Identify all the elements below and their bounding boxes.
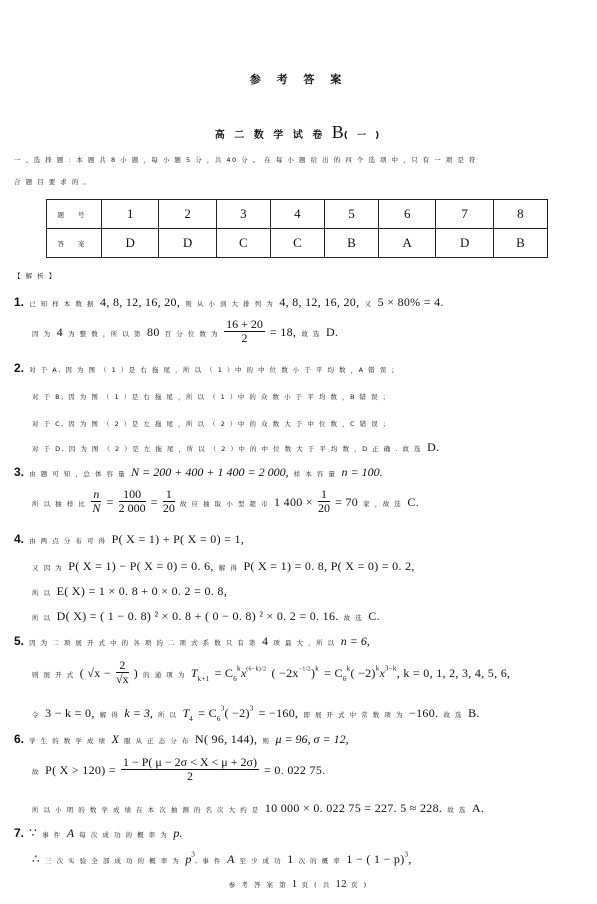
table-cell: C [270, 229, 324, 258]
text: 已 知 样 本 数 据 [29, 300, 95, 308]
math: = 70 [335, 495, 359, 509]
text: 所 以 [157, 711, 178, 719]
table-cell: D [436, 229, 493, 258]
math: = C [214, 666, 234, 680]
text: 故 选 [443, 711, 463, 719]
q5-line1 [14, 630, 370, 649]
q5-line2 [32, 659, 510, 686]
text: 故 选 [343, 614, 364, 622]
math: −160. [409, 706, 439, 720]
subtitle-letter: B [331, 122, 344, 142]
answer-letter: D. [326, 325, 339, 339]
math: 3 − k = 0, [45, 706, 95, 720]
question-number: 6. [14, 732, 25, 746]
q4-line4 [32, 605, 380, 624]
table-label-number: 题 号 [47, 200, 102, 229]
math: p [185, 852, 192, 866]
subscript: 6 [342, 675, 347, 684]
superscript: 3 [404, 850, 409, 859]
math: 1 [287, 852, 294, 866]
math: X [111, 732, 119, 746]
table-cell: 4 [270, 200, 324, 229]
text: , 事 件 [195, 857, 222, 865]
answer-letter: C. [368, 609, 380, 623]
q7-line1 [14, 822, 182, 841]
question-number: 2. [14, 361, 25, 375]
text: 所 以 抽 样 比 [32, 500, 87, 508]
text: 次 的 概 率 [298, 857, 342, 865]
text: 事 件 [42, 831, 62, 839]
math: , [408, 852, 412, 866]
math: 4, 8, 12, 16, 20, [279, 295, 360, 309]
text: 家 ，故 选 [363, 500, 403, 508]
math: μ = 96, σ = 12, [275, 732, 349, 746]
text: 项 最 大 ，所 以 [273, 639, 336, 647]
q6-line1 [14, 728, 349, 747]
text: 解 得 [99, 711, 120, 719]
math: ) [310, 666, 316, 680]
math: P( X = 1) = 0. 8, P( X = 0) = 0. 2, [243, 559, 415, 573]
math: T [190, 666, 198, 680]
question-number: 5. [14, 634, 25, 648]
q2-line2 [32, 384, 391, 403]
question-number: 7. [14, 826, 25, 840]
denominator: 20 [318, 501, 331, 515]
math: = C [324, 666, 343, 680]
question-number: 1. [14, 295, 25, 309]
denominator: 2 000 [118, 501, 146, 515]
math: P( X > 120) = [45, 763, 116, 777]
superscript: 3−k [384, 664, 397, 673]
math: N( 96, 144), [194, 732, 258, 746]
table-cell: A [379, 229, 436, 258]
text: 样 本 容 量 [293, 470, 337, 478]
q4-line3 [32, 580, 227, 599]
math: k = 3, [124, 706, 153, 720]
math: n = 100. [341, 465, 383, 479]
math: N = 200 + 400 + 1 400 = 2 000, [131, 465, 289, 479]
answer-letter: B. [468, 706, 480, 720]
text: 故 选 [447, 806, 467, 814]
math: A [226, 852, 235, 866]
text: 所 以 [32, 589, 52, 597]
subtitle-text: 高 二 数 学 试 卷 [214, 130, 326, 141]
q1-line2 [32, 318, 338, 345]
superscript: k [346, 664, 351, 673]
text: 对 于 B, 因 为 图 （ 1 ）是 右 拖 尾 ，所 以 （ 1 ）中 的 众 数 小 于 平 均 数 ，B 错 误 ； [32, 393, 391, 401]
page-number: 1 [291, 878, 298, 890]
q2-line3 [32, 411, 391, 430]
table-cell: 8 [493, 200, 547, 229]
math: A [66, 826, 75, 840]
math: 5 × 80% = 4. [377, 295, 444, 309]
denominator: 2 [241, 331, 248, 345]
math: 1 − ( 1 − p) [346, 852, 405, 866]
text: 为 整 数 ，所 以 第 [68, 330, 142, 338]
table-cell: D [159, 229, 216, 258]
subscript: k+1 [197, 675, 210, 684]
text: 则 [262, 737, 271, 745]
math: = [106, 495, 114, 509]
fraction [119, 488, 146, 515]
answer-letter: A. [471, 801, 485, 815]
text: 则 从 小 到 大 排 列 为 [185, 300, 275, 308]
numerator: 1 [163, 488, 175, 502]
superscript: −1/2 [298, 666, 311, 673]
total-pages: 12 [335, 878, 347, 890]
text: 服 从 正 态 分 布 [124, 737, 190, 745]
math: = 18, [269, 325, 297, 339]
math: 1 400 × [274, 495, 313, 509]
text: 对 于 C, 因 为 图 （ 2 ）是 左 拖 尾 ，所 以 （ 2 ）中 的 众 数 大 于 中 位 数 ，C 错 误 ； [32, 420, 391, 428]
q1-line1 [14, 291, 444, 310]
superscript: 3 [220, 704, 225, 713]
footer-text: ( 共 [314, 881, 332, 889]
math: 4 [56, 325, 63, 339]
page-footer [0, 878, 597, 890]
text: 由 两 点 分 布 可 得 [29, 537, 107, 545]
text: 百 分 位 数 为 [164, 330, 219, 338]
math: 4 [261, 634, 269, 648]
math: D( X) = ( 1 − 0. 8) ² × 0. 8 + ( 0 − 0. 8) ² × 0. 2 = 0. 16. [56, 609, 339, 623]
table-cell: 6 [379, 200, 436, 229]
numerator: 2 [116, 659, 129, 673]
text: 故 [32, 768, 40, 776]
text: 因 为 [32, 330, 52, 338]
table-cell: B [493, 229, 547, 258]
text: 学 生 的 数 学 成 绩 [29, 737, 107, 745]
text: 则 展 开 式 [32, 671, 75, 679]
denominator: √x [116, 672, 129, 686]
math: ∴ [32, 852, 40, 866]
superscript: 3 [249, 704, 254, 713]
q3-line1 [14, 461, 383, 480]
math: n = 6, [340, 634, 370, 648]
q5-line3 [32, 702, 480, 723]
section-instructions-line2: 合 题 目 要 求 的 。 [14, 178, 92, 186]
text: 又 [364, 300, 373, 308]
superscript: 3 [191, 850, 196, 859]
text: 由 题 可 知 ，总 体 容 量 [29, 470, 127, 478]
q6-line2 [32, 756, 325, 783]
math: ∵ [29, 826, 38, 840]
answer-letter: C. [407, 495, 420, 509]
superscript: k [315, 664, 320, 673]
subscript: 4 [189, 715, 194, 724]
text: 故 选 [301, 330, 321, 338]
table-cell: 2 [159, 200, 216, 229]
text: 所 以 小 明 的 数 学 成 绩 在 本 次 抽 测 的 名 次 大 约 是 [32, 806, 260, 814]
subtitle-suffix: ( 一 ) [343, 131, 383, 141]
page-title: 参 考 答 案 [249, 73, 348, 86]
question-number: 3. [14, 465, 25, 479]
text: 每 次 成 功 的 概 率 为 [79, 831, 169, 839]
numerator: 16 + 20 [226, 317, 263, 331]
subscript: 6 [216, 715, 221, 724]
math: ( −2) [224, 706, 250, 720]
math: , k = 0, 1, 2, 3, 4, 5, 6, [396, 666, 511, 680]
subscript: 6 [233, 675, 238, 684]
q6-line3 [32, 797, 484, 816]
math: x [379, 666, 385, 680]
math: ( −2) [350, 666, 376, 680]
denominator: 2 [186, 769, 193, 783]
q4-line1 [14, 528, 244, 547]
table-cell: 5 [324, 200, 378, 229]
fraction [91, 488, 101, 515]
math: P( X = 1) − P( X = 0) = 0. 6, [68, 559, 214, 573]
text: 对 于 D, 因 为 图 （ 2 ）是 左 拖 尾 ，所 以 （ 2 ）中 的 中 位 数 大 于 平 均 数 ，D 正 确 . 故 选 [32, 445, 422, 453]
table-cell: 3 [216, 200, 270, 229]
math: x [240, 666, 247, 680]
q2-line4 [32, 436, 439, 455]
math: ) [133, 666, 139, 680]
math: ( −2x [271, 666, 299, 680]
footer-text: 第 [279, 881, 288, 889]
denominator: 20 [162, 501, 175, 515]
math: ( √x − [79, 666, 111, 680]
footer-text: 页 ) [351, 881, 369, 889]
table-label-answer: 答 案 [47, 229, 102, 258]
numerator: n [93, 487, 100, 501]
fraction [116, 659, 129, 686]
question-number: 4. [14, 532, 25, 546]
text: 令 [32, 711, 40, 719]
table-cell: 1 [102, 200, 159, 229]
answer-letter: D. [427, 440, 440, 454]
text: 所 以 [32, 614, 52, 622]
table-cell: B [324, 229, 378, 258]
math: = [150, 495, 158, 509]
paper-subtitle [0, 122, 597, 143]
text: 至 少 成 功 [239, 857, 283, 865]
q4-line2 [32, 555, 415, 574]
math: T [182, 706, 190, 720]
math: = 0. 022 75. [264, 763, 326, 777]
math: P( X = 1) + P( X = 0) = 1, [111, 532, 245, 546]
table-cell: D [102, 229, 159, 258]
text: 因 为 二 项 展 开 式 中 的 各 项 的 二 项 式 系 数 只 有 第 [29, 639, 257, 647]
denominator: N [92, 501, 101, 515]
math: E( X) = 1 × 0. 8 + 0 × 0. 2 = 0. 8, [56, 584, 227, 598]
superscript: k [375, 664, 380, 673]
math: 4, 8, 12, 16, 20, [100, 295, 181, 309]
text: 即 展 开 式 中 常 数 项 为 [303, 711, 404, 719]
math: = −160, [258, 706, 299, 720]
text: 对 于 A, 因 为 图 （ 1 ）是 右 拖 尾 ，所 以 （ 1 ）中 的 中 位 数 小 于 平 均 数 ，A 错 误 ； [29, 366, 400, 374]
text: 三 次 实 验 全 部 成 功 的 概 率 为 [45, 857, 181, 865]
q7-line2 [32, 848, 412, 867]
text: 的 通 项 为 [143, 671, 186, 679]
fraction [121, 756, 259, 783]
section-instructions-line1: 一 、选 择 题 ：本 题 共 8 小 题 ，每 小 题 5 分 ，共 40 分 。 在 每 小 题 给 出 的 四 个 选 项 中 ，只 有 一 项 是 符 [14, 156, 477, 164]
text: 故 应 抽 取 小 型 超 市 [179, 500, 269, 508]
fraction [224, 318, 265, 345]
math: 80 [147, 325, 160, 339]
math: = C [198, 706, 217, 720]
q3-line2 [32, 488, 419, 515]
table-row-numbers [47, 200, 548, 229]
numerator: 100 [119, 488, 146, 502]
text: 解 得 [218, 564, 239, 572]
numerator: 1 − P( μ − 2σ < X < μ + 2σ) [122, 755, 257, 769]
table-cell: 7 [436, 200, 493, 229]
text: 又 因 为 [32, 564, 64, 572]
math: p. [173, 826, 183, 840]
footer-text: 页 [301, 881, 311, 889]
analysis-label: 【 解 析 】 [14, 272, 57, 280]
numerator: 1 [318, 488, 330, 502]
answer-table [46, 199, 548, 258]
footer-label: 参 考 答 案 [228, 881, 276, 889]
superscript: (6−k)/2 [246, 666, 267, 673]
fraction [318, 488, 330, 515]
math: 10 000 × 0. 022 75 = 227. 5 ≈ 228. [264, 801, 443, 815]
table-cell: C [216, 229, 270, 258]
q2-line1 [14, 357, 399, 376]
table-row-answers [47, 229, 548, 258]
fraction [163, 488, 175, 515]
superscript: k [237, 664, 241, 673]
